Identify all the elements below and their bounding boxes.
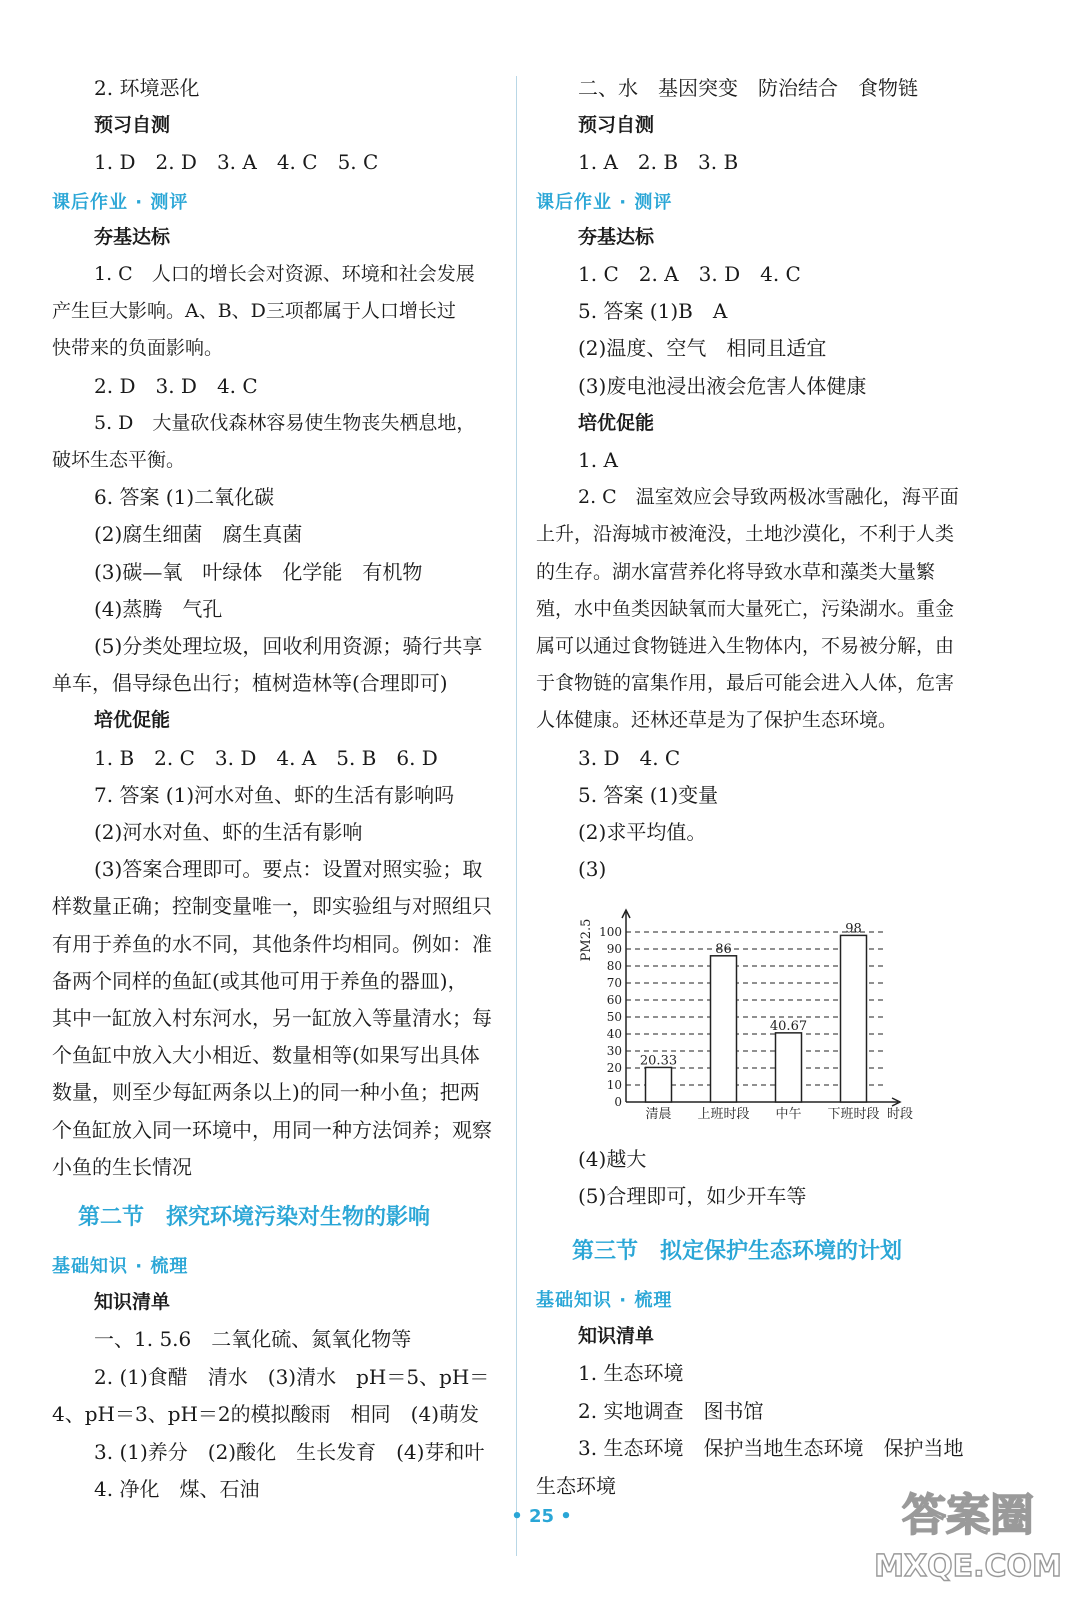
- watermark-logo: [868, 1478, 1068, 1588]
- subsection-heading: 夯基达标: [94, 225, 171, 248]
- answer-line: 样数量正确；控制变量唯一，即实验组与对照组只: [52, 894, 492, 919]
- answer-line: 有用于养鱼的水不同，其他条件均相同。例如：准: [52, 931, 492, 956]
- page-number: • 25 •: [511, 1506, 572, 1527]
- answer-line: (2)河水对鱼、虾的生活有影响: [94, 820, 363, 844]
- answer-line: 单车，倡导绿色出行；植树造林等(合理即可): [52, 671, 448, 696]
- answer-line: (3)废电池浸出液会危害人体健康: [578, 373, 867, 398]
- section-heading: 基础知识 · 梳理: [536, 1290, 673, 1311]
- answer-line: 属可以通过食物链进入生物体内，不易被分解，由: [536, 635, 955, 657]
- answer-line: 一、1. 5.6 二氧化硫、氮氧化物等: [94, 1327, 412, 1351]
- answer-line: 2. (1)食醋 清水 (3)清水 pH＝5、pH＝: [94, 1364, 490, 1389]
- y-tick-label: 20: [606, 1061, 622, 1075]
- answer-line: (3)碳—氧 叶绿体 化学能 有机物: [94, 559, 423, 584]
- chapter-title: 第三节 拟定保护生态环境的计划: [572, 1239, 903, 1264]
- answer-line: (3): [578, 857, 607, 882]
- bar: [711, 956, 737, 1102]
- data-label: 40.67: [769, 1018, 808, 1034]
- section-heading: 课后作业 · 测评: [52, 191, 189, 213]
- answer-line: 7. 答案 (1)河水对鱼、虾的生活有影响吗: [94, 782, 455, 807]
- answer-line: 1. C 2. A 3. D 4. C: [578, 262, 801, 286]
- answer-line: 2. D 3. D 4. C: [94, 373, 258, 398]
- answer-line: 快带来的负面影响。: [52, 337, 224, 360]
- y-tick-label: 0: [614, 1095, 622, 1109]
- x-tick-label: 上班时段: [697, 1107, 750, 1122]
- x-tick-label: 下班时段: [827, 1107, 880, 1122]
- watermark-url: MXQE.COM: [874, 1549, 1062, 1584]
- data-label: 98: [845, 921, 862, 937]
- answer-line: 3. D 4. C: [578, 745, 681, 770]
- pm25-bar-chart: [576, 900, 914, 1130]
- answer-line: 破坏生态平衡。: [52, 449, 186, 471]
- answer-line: (5)分类处理垃圾，回收利用资源；骑行共享: [94, 634, 483, 658]
- y-tick-label: 60: [606, 993, 622, 1007]
- data-label: 86: [715, 941, 732, 957]
- answer-line: 5. D 大量砍伐森林容易使生物丧失栖息地，: [94, 411, 476, 434]
- subsection-heading: 预习自测: [94, 114, 171, 137]
- data-label: 20.33: [639, 1053, 678, 1069]
- answer-line: 1. A: [578, 448, 618, 472]
- answer-line: 人体健康。还林还草是为了保护生态环境。: [536, 709, 898, 732]
- y-tick-label: 10: [606, 1078, 622, 1092]
- answer-line: 3. (1)养分 (2)酸化 生长发育 (4)芽和叶: [94, 1439, 485, 1464]
- x-axis-label: 时段: [886, 1107, 914, 1122]
- answer-line: 备两个同样的鱼缸(或其他可用于养鱼的器皿)，: [52, 968, 468, 993]
- answer-line: 二、水 基因突变 防治结合 食物链: [578, 76, 918, 100]
- column-divider: [516, 76, 517, 1556]
- answer-line: 于食物链的富集作用，最后可能会进入人体，危害: [536, 672, 955, 695]
- answer-line: (4)越大: [578, 1147, 647, 1171]
- x-tick-label: 中午: [775, 1107, 802, 1122]
- answer-line: 1. C 人口的增长会对资源、环境和社会发展: [94, 263, 475, 285]
- subsection-heading: 培优促能: [578, 411, 655, 434]
- answer-line: 4. 净化 煤、石油: [94, 1477, 260, 1501]
- answer-line: 殖，水中鱼类因缺氧而大量死亡，污染湖水。重金: [536, 597, 955, 620]
- answer-line: 3. 生态环境 保护当地生态环境 保护当地: [578, 1436, 964, 1460]
- answer-line: (5)合理即可，如少开车等: [578, 1184, 807, 1208]
- y-tick-label: 70: [606, 976, 622, 990]
- answer-line: (2)温度、空气 相同且适宜: [578, 336, 827, 361]
- answer-line: 的生存。湖水富营养化将导致水草和藻类大量繁: [536, 560, 936, 583]
- answer-line: 1. B 2. C 3. D 4. A 5. B 6. D: [94, 745, 438, 770]
- x-tick-label: 清晨: [645, 1107, 672, 1122]
- y-tick-label: 30: [606, 1044, 622, 1058]
- y-axis-label: PM2.5: [579, 918, 594, 962]
- answer-line: 1. D 2. D 3. A 4. C 5. C: [94, 150, 379, 175]
- answer-line: 5. 答案 (1)变量: [578, 782, 719, 807]
- answer-line: 2. 实地调查 图书馆: [578, 1398, 764, 1423]
- section-heading: 基础知识 · 梳理: [52, 1256, 189, 1277]
- answer-line: 2. C 温室效应会导致两极冰雪融化，海平面: [578, 486, 959, 509]
- y-tick-label: 50: [606, 1010, 622, 1024]
- answer-line: 1. 生态环境: [578, 1361, 684, 1385]
- answer-line: 其中一缸放入村东河水，另一缸放入等量清水；每: [52, 1006, 492, 1030]
- subsection-heading: 知识清单: [94, 1290, 171, 1313]
- answer-line: (4)蒸腾 气孔: [94, 596, 223, 621]
- y-tick-label: 90: [606, 942, 622, 956]
- answer-line: 1. A 2. B 3. B: [578, 150, 739, 175]
- answer-line: 生态环境: [536, 1473, 616, 1498]
- subsection-heading: 知识清单: [578, 1324, 655, 1347]
- bar: [776, 1033, 802, 1102]
- section-heading: 课后作业 · 测评: [536, 191, 673, 213]
- answer-line: 5. 答案 (1)B A: [578, 299, 728, 324]
- answer-line: 个鱼缸放入同一环境中，用同一种方法饲养；观察: [52, 1117, 492, 1142]
- answer-line: (3)答案合理即可。要点：设置对照实验；取: [94, 857, 483, 882]
- answer-line: 上升，沿海城市被淹没，土地沙漠化，不利于人类: [536, 523, 955, 546]
- y-tick-label: 80: [606, 959, 622, 973]
- answer-line: 小鱼的生长情况: [52, 1154, 192, 1179]
- bar: [646, 1067, 672, 1102]
- y-tick-label: 100: [599, 925, 622, 939]
- subsection-heading: 预习自测: [578, 114, 655, 137]
- subsection-heading: 培优促能: [94, 709, 171, 732]
- y-tick-label: 40: [606, 1027, 622, 1041]
- answer-line: 4、pH＝3、pH＝2的模拟酸雨 相同 (4)萌发: [52, 1402, 479, 1426]
- answer-line: 6. 答案 (1)二氧化碳: [94, 485, 275, 510]
- answer-line: 个鱼缸中放入大小相近、数量相等(如果写出具体: [52, 1043, 480, 1068]
- answer-line: 2. 环境恶化: [94, 76, 200, 100]
- answer-line: (2)腐生细菌 腐生真菌: [94, 522, 303, 547]
- subsection-heading: 夯基达标: [578, 225, 655, 248]
- answer-line: 产生巨大影响。A、B、D三项都属于人口增长过: [52, 300, 456, 323]
- bar: [841, 935, 867, 1102]
- watermark-text: 答案圈: [902, 1490, 1034, 1541]
- answer-line: (2)求平均值。: [578, 820, 707, 844]
- answer-line: 数量，则至少每缸两条以上)的同一种小鱼；把两: [52, 1080, 480, 1105]
- chapter-title: 第二节 探究环境污染对生物的影响: [78, 1205, 431, 1230]
